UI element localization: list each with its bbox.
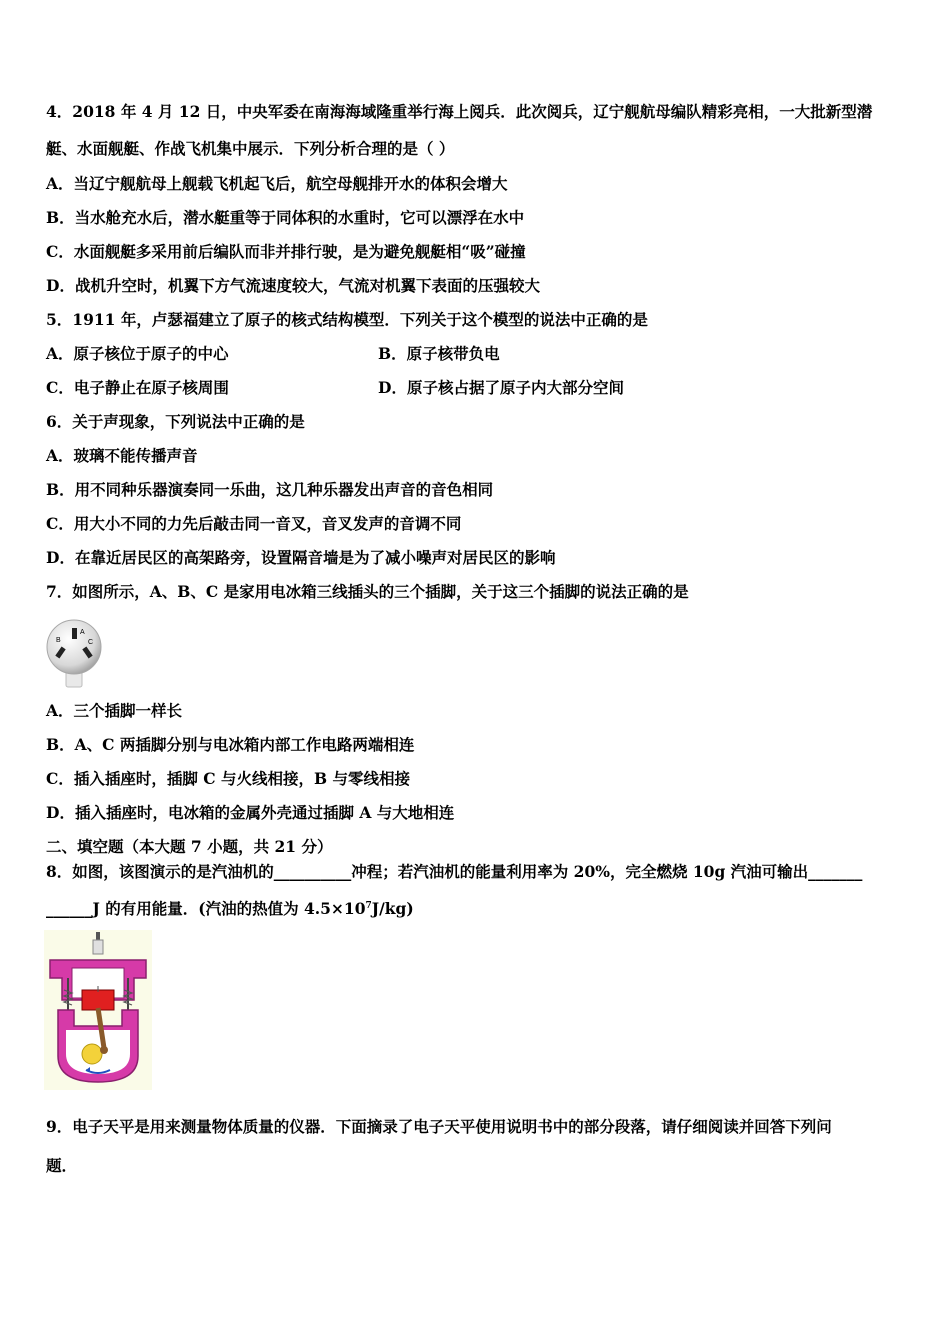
q6-option-c: C．用大小不同的力先后敲击同一音叉，音叉发声的音调不同 — [46, 514, 462, 533]
q8-stem-line1: 8．如图，该图演示的是汽油机的__________冲程；若汽油机的能量利用率为 20%，完全燃烧 10g 汽油可输出_______ — [46, 862, 863, 881]
q4-option-d: D．战机升空时，机翼下方气流速度较大，气流对机翼下表面的压强较大 — [46, 276, 540, 295]
plug-label-b: B — [56, 637, 61, 644]
gasoline-engine-figure — [44, 930, 152, 1090]
q7-option-a: A．三个插脚一样长 — [46, 701, 183, 720]
q9-stem-line1: 9．电子天平是用来测量物体质量的仪器．下面摘录了电子天平使用说明书中的部分段落，请仔细阅读并回答下列问 — [46, 1117, 832, 1136]
q8-stem-line2: ______J 的有用能量．(汽油的热值为 $4.5\times 10^7J/kg$) — [46, 899, 414, 918]
section-heading: 二、填空题（本大题 7 小题，共 21 分） — [46, 837, 333, 856]
q7-option-c: C．插入插座时，插脚 C 与火线相接，B 与零线相接 — [46, 769, 410, 788]
q6-stem: 6．关于声现象，下列说法中正确的是 — [46, 412, 305, 431]
q4-stem-line2: 艇、水面舰艇、作战飞机集中展示．下列分析合理的是（ ） — [46, 139, 455, 158]
q4-option-a: A．当辽宁舰航母上舰载飞机起飞后，航空母舰排开水的体积会增大 — [46, 174, 508, 193]
q7-option-d: D．插入插座时，电冰箱的金属外壳通过插脚 A 与大地相连 — [46, 803, 455, 822]
q6-option-a: A．玻璃不能传播声音 — [46, 446, 198, 465]
q5-option-b: B．原子核带负电 — [378, 344, 500, 363]
q5-option-a: A．原子核位于原子的中心 — [46, 344, 229, 363]
plug-label-a: A — [80, 629, 85, 636]
q4-option-c: C．水面舰艇多采用前后编队而非并排行驶，是为避免舰艇相“吸”碰撞 — [46, 242, 526, 261]
q4-option-b: B．当水舱充水后，潜水艇重等于同体积的水重时，它可以漂浮在水中 — [46, 208, 525, 227]
q5-option-d: D．原子核占据了原子内大部分空间 — [378, 378, 624, 397]
q5-option-c: C．电子静止在原子核周围 — [46, 378, 229, 397]
q5-stem: 5．1911 年，卢瑟福建立了原子的核式结构模型．下列关于这个模型的说法中正确的是 — [46, 310, 648, 329]
q7-stem: 7．如图所示，A、B、C 是家用电冰箱三线插头的三个插脚，关于这三个插脚的说法正确的是 — [46, 582, 689, 601]
q9-stem-line2: 题． — [46, 1156, 78, 1175]
q7-option-b: B．A、C 两插脚分别与电冰箱内部工作电路两端相连 — [46, 735, 415, 754]
q6-option-d: D．在靠近居民区的高架路旁，设置隔音墙是为了减小噪声对居民区的影响 — [46, 548, 556, 567]
q6-option-b: B．用不同种乐器演奏同一乐曲，这几种乐器发出声音的音色相同 — [46, 480, 494, 499]
three-pin-plug-figure — [44, 617, 104, 689]
q4-stem-line1: 4．2018 年 4 月 12 日，中央军委在南海海域隆重举行海上阅兵．此次阅兵，辽宁舰航母编队精彩亮相，一大批新型潜 — [46, 102, 873, 121]
plug-label-c: C — [88, 639, 94, 646]
